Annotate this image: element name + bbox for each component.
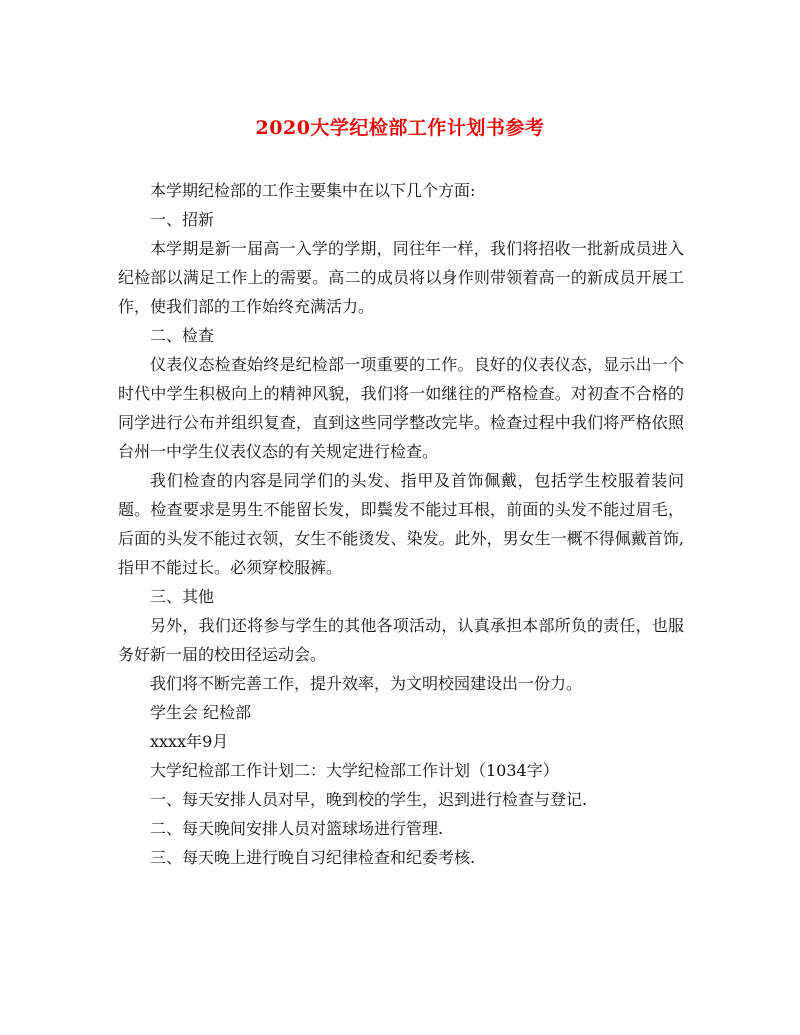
paragraph-closing: 我们将不断完善工作，提升效率，为文明校园建设出一份力。 (150, 674, 583, 693)
paragraph-inspection-1: 仪表仪态检查始终是纪检部一项重要的工作。良好的仪表仪态，显示出一个时代中学生积极向上的精神风貌，我们将一如继往的严格检查。对初查不合格的同学进行公布并组织复查，直到这些同学整改完毕。检查过程中我们将严格依照台州一中学生仪表仪态的有关规定进行检查。 (118, 355, 684, 461)
paragraph-other: 另外，我们还将参与学生的其他各项活动，认真承担本部所负的责任，也服务好新一届的校田径运动会。 (118, 616, 684, 664)
plan-two-item-1: 一、每天安排人员对早，晚到校的学生，迟到进行检查与登记. (150, 790, 588, 809)
heading-recruitment: 一、招新 (150, 210, 215, 229)
plan-two-item-3: 三、每天晚上进行晚自习纪律检查和纪委考核. (150, 848, 476, 867)
paragraph-intro: 本学期纪检部的工作主要集中在以下几个方面: (150, 181, 476, 200)
plan-two-heading: 大学纪检部工作计划二：大学纪检部工作计划（1034字） (150, 761, 559, 780)
signature-department: 学生会 纪检部 (150, 703, 252, 722)
heading-other: 三、其他 (150, 587, 215, 606)
paragraph-recruitment: 本学期是新一届高一入学的学期，同往年一样，我们将招收一批新成员进入纪检部以满足工作上的需要。高二的成员将以身作则带领着高一的新成员开展工作，使我们部的工作始终充满活力。 (118, 239, 684, 316)
document-body (118, 176, 684, 872)
document-title: 2020大学纪检部工作计划书参考 (255, 117, 545, 139)
heading-inspection: 二、检查 (150, 326, 215, 345)
signature-date: xxxx年9月 (150, 732, 229, 751)
plan-two-item-2: 二、每天晚间安排人员对篮球场进行管理. (150, 819, 444, 838)
paragraph-inspection-2: 我们检查的内容是同学们的头发、指甲及首饰佩戴，包括学生校服着装问题。检查要求是男生不能留长发，即鬓发不能过耳根，前面的头发不能过眉毛，后面的头发不能过衣领，女生不能烫发、染发。此外，男女生一概不得佩戴首饰,指甲不能过长。必须穿校服裤。 (118, 471, 684, 577)
